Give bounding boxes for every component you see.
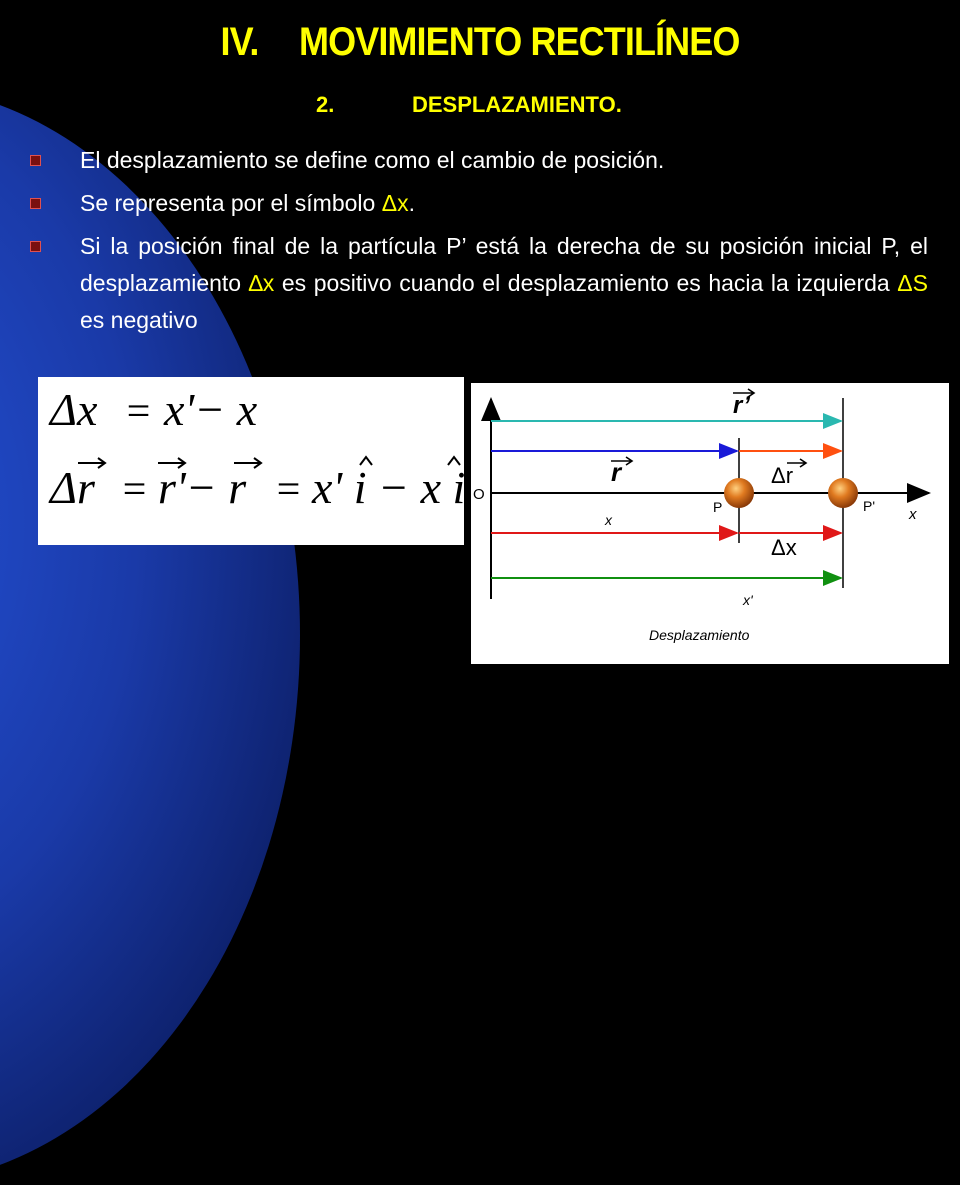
bullet-text: es positivo cuando el desplazamiento es hacia la izquierda — [274, 270, 898, 296]
formula2-rhs: x' i − x i — [312, 462, 464, 513]
bullet-text: es negativo — [80, 307, 198, 333]
bullet-text: Se representa por el símbolo — [80, 190, 382, 216]
formula-box — [38, 377, 464, 545]
formula1-lhs: Δx — [50, 384, 98, 435]
r-prime-label: r’ — [733, 392, 750, 419]
x-prime-label: x' — [743, 592, 753, 608]
title-text: MOVIMIENTO RECTILÍNEO — [299, 20, 740, 64]
delta-s-symbol: ΔS — [897, 270, 928, 296]
formula1-equals: = — [124, 389, 153, 435]
diagram-svg — [471, 383, 949, 664]
axis-label: x — [909, 506, 917, 523]
formula1-rhs: x'− x — [164, 384, 258, 435]
displacement-diagram — [471, 383, 949, 664]
bullet-text: El desplazamiento se define como el cambio de posición. — [80, 147, 665, 173]
bullet-marker-icon — [30, 155, 41, 166]
origin-label: O — [473, 486, 485, 503]
bullet-item-2 — [28, 185, 928, 222]
particle-p — [724, 478, 754, 508]
delta-x-label: Δx — [771, 535, 797, 560]
diagram-caption: Desplazamiento — [649, 627, 750, 643]
p-label: P — [713, 499, 723, 515]
bullet-marker-icon — [30, 241, 41, 252]
formula2-equals-2: = — [274, 467, 303, 513]
x-label: x — [605, 512, 612, 528]
formula2-mid: r'− r — [158, 462, 247, 513]
bullet-text: Si la posición final de la partícula P’ está la derecha de su posición inicial P, el desplazamiento — [80, 233, 928, 296]
bullet-list — [28, 142, 928, 345]
delta-r-label: Δr — [771, 463, 794, 488]
subtitle-text: DESPLAZAMIENTO. — [412, 92, 622, 117]
subtitle-number: 2. — [316, 92, 335, 117]
slide-title — [48, 20, 912, 65]
delta-x-symbol: Δx — [381, 190, 409, 216]
title-number: IV. — [220, 20, 259, 64]
bullet-item-3 — [28, 228, 928, 339]
slide-subtitle — [316, 92, 622, 118]
r-label: r — [611, 457, 622, 487]
bullet-item-1 — [28, 142, 928, 179]
delta-x-symbol: ∆x — [248, 270, 275, 296]
p-prime-label: P' — [863, 498, 876, 514]
bullet-marker-icon — [30, 198, 41, 209]
formula-svg — [38, 377, 464, 545]
particle-p-prime — [828, 478, 858, 508]
formula2-lhs: Δr — [50, 462, 95, 513]
bullet-text-end: . — [408, 190, 415, 216]
formula2-equals-1: = — [120, 467, 149, 513]
